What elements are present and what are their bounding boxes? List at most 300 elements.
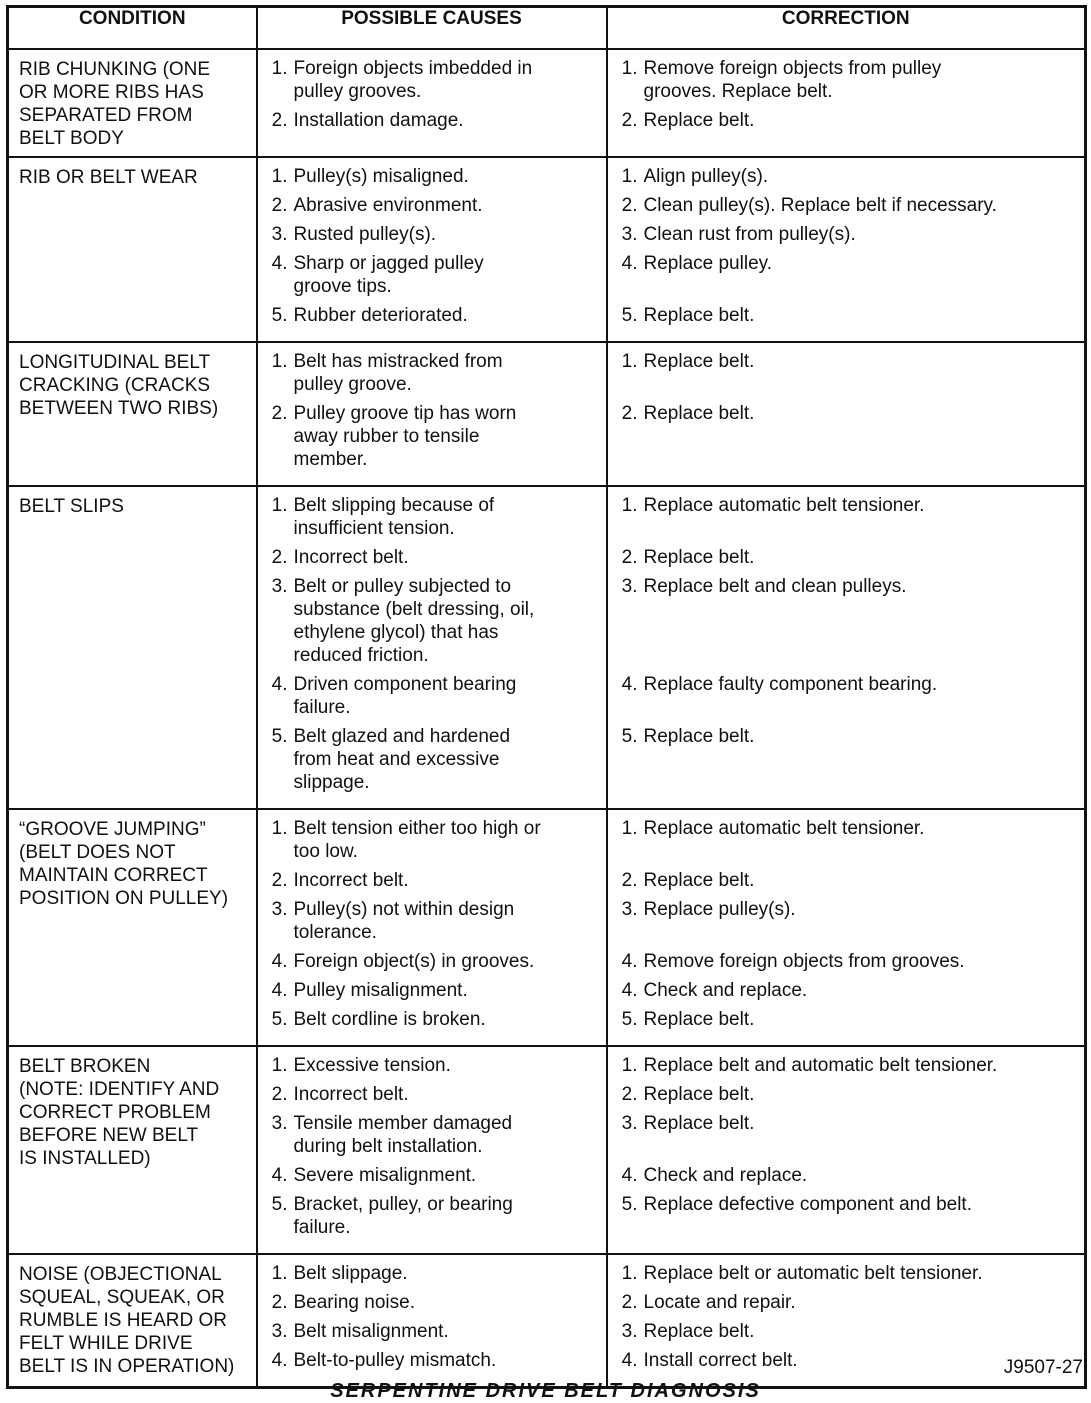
item-text bbox=[294, 869, 598, 892]
correction-item bbox=[614, 1320, 1077, 1343]
item-text bbox=[294, 546, 598, 569]
item-number: 2. bbox=[271, 195, 288, 216]
item-text-line: Replace automatic belt tensioner. bbox=[643, 495, 925, 516]
item-number: 3. bbox=[621, 224, 638, 245]
item-text-line: Pulley(s) not within design bbox=[293, 899, 515, 920]
item-number: 1. bbox=[621, 166, 638, 187]
item-text bbox=[294, 1164, 598, 1187]
item-text-line: Foreign objects imbedded in bbox=[293, 58, 533, 79]
condition-text-line: BEFORE NEW BELT bbox=[19, 1125, 199, 1146]
item-text-line: Sharp or jagged pulley bbox=[293, 253, 484, 274]
condition-text-line: OR MORE RIBS HAS bbox=[19, 82, 204, 103]
item-text-line: too low. bbox=[293, 841, 358, 862]
cause-item bbox=[264, 1193, 598, 1239]
item-text-line: Pulley groove tip has worn bbox=[293, 403, 517, 424]
condition-text-line: LONGITUDINAL BELT bbox=[19, 352, 211, 373]
item-text bbox=[644, 194, 1077, 217]
item-number: 2. bbox=[271, 870, 288, 891]
item-text bbox=[294, 898, 598, 944]
item-text bbox=[294, 1291, 598, 1314]
cause-item bbox=[264, 546, 598, 569]
item-number: 2. bbox=[621, 1292, 638, 1313]
condition-text-line: IS INSTALLED) bbox=[19, 1148, 151, 1169]
correction-item bbox=[614, 575, 1077, 667]
item-text bbox=[644, 57, 1077, 103]
item-text-line: Replace belt. bbox=[643, 351, 755, 372]
item-text bbox=[644, 575, 1077, 667]
item-number: 1. bbox=[621, 818, 638, 839]
item-text bbox=[294, 725, 598, 794]
cause-item bbox=[264, 817, 598, 863]
item-text bbox=[294, 109, 598, 132]
item-text bbox=[644, 1054, 1077, 1077]
correction-item bbox=[614, 725, 1077, 794]
item-number: 2. bbox=[621, 547, 638, 568]
item-text-line: pulley grooves. bbox=[293, 81, 422, 102]
item-text bbox=[644, 950, 1077, 973]
cause-item bbox=[264, 1083, 598, 1106]
item-number: 5. bbox=[271, 1194, 288, 1215]
correction-item bbox=[614, 1083, 1077, 1106]
item-number: 1. bbox=[271, 1263, 288, 1284]
causes-cell bbox=[257, 809, 607, 1046]
item-number: 2. bbox=[621, 195, 638, 216]
condition-text-line: POSITION ON PULLEY) bbox=[19, 888, 229, 909]
cause-item bbox=[264, 979, 598, 1002]
item-text bbox=[294, 1112, 598, 1158]
item-text-line: Belt slippage. bbox=[293, 1263, 408, 1284]
item-text-line: Replace belt and clean pulleys. bbox=[643, 576, 907, 597]
condition-text-line: BELT BROKEN bbox=[19, 1056, 151, 1077]
item-number: 5. bbox=[621, 726, 638, 747]
item-number: 3. bbox=[271, 1321, 288, 1342]
item-number: 5. bbox=[271, 305, 288, 326]
item-number: 1. bbox=[621, 58, 638, 79]
condition-cell bbox=[8, 486, 257, 809]
item-number: 2. bbox=[621, 110, 638, 131]
item-number: 5. bbox=[621, 1194, 638, 1215]
item-text-line: Check and replace. bbox=[643, 1165, 808, 1186]
item-text-line: Pulley(s) misaligned. bbox=[293, 166, 469, 187]
condition-cell bbox=[8, 157, 257, 342]
item-text-line: Belt misalignment. bbox=[293, 1321, 449, 1342]
correction-item bbox=[614, 1262, 1077, 1285]
item-text-line: Replace belt. bbox=[643, 110, 755, 131]
item-text bbox=[644, 898, 1077, 944]
cause-item bbox=[264, 575, 598, 667]
condition-text-line: CORRECT PROBLEM bbox=[19, 1102, 211, 1123]
item-number: 1. bbox=[271, 1055, 288, 1076]
item-text-line: Remove foreign objects from pulley bbox=[643, 58, 942, 79]
item-text bbox=[294, 1083, 598, 1106]
item-number: 1. bbox=[621, 1055, 638, 1076]
item-text bbox=[644, 165, 1077, 188]
correction-item bbox=[614, 402, 1077, 471]
condition-cell bbox=[8, 342, 257, 486]
belt-diagnosis-table bbox=[6, 5, 1087, 1389]
cause-item bbox=[264, 350, 598, 396]
condition-text-line: SEPARATED FROM bbox=[19, 105, 193, 126]
item-text-line: Bracket, pulley, or bearing bbox=[293, 1194, 513, 1215]
item-text-line: Driven component bearing bbox=[293, 674, 517, 695]
item-number: 2. bbox=[621, 403, 638, 424]
item-text-line: Locate and repair. bbox=[643, 1292, 796, 1313]
item-text-line: Belt or pulley subjected to bbox=[293, 576, 512, 597]
correction-item bbox=[614, 57, 1077, 103]
item-text bbox=[294, 1262, 598, 1285]
item-text-line: Replace belt or automatic belt tensioner. bbox=[643, 1263, 983, 1284]
causes-cell bbox=[257, 49, 607, 157]
item-text-line: Replace belt. bbox=[643, 870, 755, 891]
item-text-line: Check and replace. bbox=[643, 980, 808, 1001]
cause-item bbox=[264, 57, 598, 103]
correction-item bbox=[614, 898, 1077, 944]
item-text bbox=[644, 817, 1077, 863]
cause-item bbox=[264, 402, 598, 471]
item-text-line: pulley groove. bbox=[293, 374, 412, 395]
item-text bbox=[294, 817, 598, 863]
condition-text-line: MAINTAIN CORRECT bbox=[19, 865, 208, 886]
item-text-line: Replace belt. bbox=[643, 305, 755, 326]
correction-item bbox=[614, 494, 1077, 540]
item-text-line: Replace belt. bbox=[643, 1009, 755, 1030]
condition-text-line: FELT WHILE DRIVE bbox=[19, 1333, 193, 1354]
item-text-line: from heat and excessive bbox=[293, 749, 500, 770]
item-number: 4. bbox=[271, 980, 288, 1001]
correction-item bbox=[614, 1193, 1077, 1239]
item-text-line: Bearing noise. bbox=[293, 1292, 415, 1313]
item-text-line: member. bbox=[293, 449, 368, 470]
item-text bbox=[294, 350, 598, 396]
correction-item bbox=[614, 546, 1077, 569]
item-text bbox=[294, 494, 598, 540]
item-text-line: Remove foreign objects from grooves. bbox=[643, 951, 965, 972]
condition-text-line: NOISE (OBJECTIONAL bbox=[19, 1264, 222, 1285]
item-text bbox=[644, 304, 1077, 327]
correction-item bbox=[614, 1112, 1077, 1158]
item-text-line: Tensile member damaged bbox=[293, 1113, 513, 1134]
item-text bbox=[294, 575, 598, 667]
item-number: 4. bbox=[271, 951, 288, 972]
cause-item bbox=[264, 1164, 598, 1187]
cause-item bbox=[264, 223, 598, 246]
item-text-line: insufficient tension. bbox=[293, 518, 455, 539]
item-text-line: Replace faulty component bearing. bbox=[643, 674, 938, 695]
correction-item bbox=[614, 1291, 1077, 1314]
cause-item bbox=[264, 1349, 598, 1372]
item-text-line: Install correct belt. bbox=[643, 1350, 798, 1371]
cause-item bbox=[264, 898, 598, 944]
cause-item bbox=[264, 304, 598, 327]
item-text bbox=[644, 1320, 1077, 1343]
item-text-line: Replace belt. bbox=[643, 1084, 755, 1105]
item-number: 4. bbox=[271, 253, 288, 274]
item-text bbox=[294, 165, 598, 188]
item-number: 4. bbox=[271, 1350, 288, 1371]
condition-cell bbox=[8, 1254, 257, 1388]
table-header-row bbox=[8, 7, 1086, 50]
item-text-line: away rubber to tensile bbox=[293, 426, 480, 447]
item-text-line: Align pulley(s). bbox=[643, 166, 769, 187]
cause-item bbox=[264, 1054, 598, 1077]
item-text bbox=[644, 109, 1077, 132]
item-number: 4. bbox=[621, 674, 638, 695]
item-text-line: Belt cordline is broken. bbox=[293, 1009, 486, 1030]
item-text bbox=[644, 494, 1077, 540]
item-text-line: Replace belt. bbox=[643, 726, 755, 747]
item-text-line: Replace belt and automatic belt tensioner. bbox=[643, 1055, 998, 1076]
cause-item bbox=[264, 1008, 598, 1031]
causes-cell bbox=[257, 1046, 607, 1254]
item-number: 4. bbox=[621, 951, 638, 972]
condition-text-line: (BELT DOES NOT bbox=[19, 842, 176, 863]
item-number: 1. bbox=[621, 495, 638, 516]
item-text-line: failure. bbox=[293, 1217, 351, 1238]
item-text bbox=[294, 402, 598, 471]
item-text bbox=[644, 1193, 1077, 1239]
cause-item bbox=[264, 194, 598, 217]
item-number: 1. bbox=[271, 495, 288, 516]
item-text-line: Replace pulley. bbox=[643, 253, 773, 274]
item-text-line: reduced friction. bbox=[293, 645, 429, 666]
item-text bbox=[644, 223, 1077, 246]
item-text-line: Replace belt. bbox=[643, 547, 755, 568]
header-possible-causes: POSSIBLE CAUSES bbox=[257, 7, 607, 50]
correction-item bbox=[614, 1008, 1077, 1031]
item-number: 5. bbox=[271, 726, 288, 747]
item-number: 3. bbox=[621, 899, 638, 920]
item-text-line: Excessive tension. bbox=[293, 1055, 451, 1076]
item-text-line: Rusted pulley(s). bbox=[293, 224, 437, 245]
item-text bbox=[294, 673, 598, 719]
header-condition: CONDITION bbox=[8, 7, 257, 50]
item-number: 4. bbox=[271, 1165, 288, 1186]
item-text bbox=[294, 304, 598, 327]
item-number: 2. bbox=[271, 1084, 288, 1105]
corrections-cell bbox=[607, 486, 1086, 809]
cause-item bbox=[264, 165, 598, 188]
condition-text-line: BELT SLIPS bbox=[19, 496, 124, 517]
item-text-line: Abrasive environment. bbox=[293, 195, 483, 216]
condition-text-line: RIB OR BELT WEAR bbox=[19, 167, 198, 188]
item-text bbox=[294, 1008, 598, 1031]
correction-item bbox=[614, 252, 1077, 298]
table-row bbox=[8, 49, 1086, 157]
item-text-line: substance (belt dressing, oil, bbox=[293, 599, 535, 620]
correction-item bbox=[614, 1054, 1077, 1077]
cause-item bbox=[264, 1320, 598, 1343]
item-text bbox=[294, 1193, 598, 1239]
condition-text-line: “GROOVE JUMPING” bbox=[19, 819, 206, 840]
item-text-line: Incorrect belt. bbox=[293, 1084, 409, 1105]
item-number: 2. bbox=[271, 1292, 288, 1313]
item-number: 2. bbox=[271, 403, 288, 424]
causes-cell bbox=[257, 486, 607, 809]
condition-text-line: RIB CHUNKING (ONE bbox=[19, 59, 211, 80]
item-text bbox=[644, 1008, 1077, 1031]
cause-item bbox=[264, 1291, 598, 1314]
item-number: 4. bbox=[621, 1165, 638, 1186]
correction-item bbox=[614, 165, 1077, 188]
cause-item bbox=[264, 950, 598, 973]
cause-item bbox=[264, 673, 598, 719]
item-number: 5. bbox=[621, 305, 638, 326]
condition-text-line: BETWEEN TWO RIBS) bbox=[19, 398, 219, 419]
item-text bbox=[294, 979, 598, 1002]
item-text-line: Incorrect belt. bbox=[293, 547, 409, 568]
item-number: 5. bbox=[621, 1009, 638, 1030]
item-text bbox=[644, 350, 1077, 396]
table-row bbox=[8, 1046, 1086, 1254]
condition-cell bbox=[8, 809, 257, 1046]
item-number: 3. bbox=[271, 576, 288, 597]
item-text-line: Replace belt. bbox=[643, 1113, 755, 1134]
item-text-line: Belt slipping because of bbox=[293, 495, 495, 516]
table-row bbox=[8, 1254, 1086, 1388]
item-text-line: Severe misalignment. bbox=[293, 1165, 477, 1186]
item-number: 4. bbox=[621, 1350, 638, 1371]
correction-item bbox=[614, 350, 1077, 396]
corrections-cell bbox=[607, 342, 1086, 486]
item-text bbox=[294, 57, 598, 103]
item-number: 2. bbox=[271, 110, 288, 131]
item-text-line: Incorrect belt. bbox=[293, 870, 409, 891]
item-text-line: grooves. Replace belt. bbox=[643, 81, 833, 102]
item-text bbox=[294, 223, 598, 246]
condition-text-line: CRACKING (CRACKS bbox=[19, 375, 211, 396]
item-text bbox=[294, 194, 598, 217]
correction-item bbox=[614, 869, 1077, 892]
item-text-line: during belt installation. bbox=[293, 1136, 483, 1157]
table-row bbox=[8, 157, 1086, 342]
cause-item bbox=[264, 252, 598, 298]
item-number: 4. bbox=[271, 674, 288, 695]
causes-cell bbox=[257, 342, 607, 486]
causes-cell bbox=[257, 157, 607, 342]
item-text bbox=[644, 1083, 1077, 1106]
causes-cell bbox=[257, 1254, 607, 1388]
item-text-line: groove tips. bbox=[293, 276, 392, 297]
item-number: 2. bbox=[621, 870, 638, 891]
item-text-line: ethylene glycol) that has bbox=[293, 622, 499, 643]
item-text bbox=[644, 1291, 1077, 1314]
item-number: 3. bbox=[271, 899, 288, 920]
item-number: 1. bbox=[271, 351, 288, 372]
item-text-line: failure. bbox=[293, 697, 351, 718]
table-row bbox=[8, 342, 1086, 486]
correction-item bbox=[614, 223, 1077, 246]
condition-text-line: RUMBLE IS HEARD OR bbox=[19, 1310, 227, 1331]
item-text-line: Belt glazed and hardened bbox=[293, 726, 511, 747]
table-row bbox=[8, 809, 1086, 1046]
correction-item bbox=[614, 979, 1077, 1002]
correction-item bbox=[614, 1164, 1077, 1187]
item-text-line: slippage. bbox=[293, 772, 370, 793]
item-text bbox=[644, 252, 1077, 298]
item-number: 3. bbox=[271, 1113, 288, 1134]
item-number: 1. bbox=[271, 166, 288, 187]
corrections-cell bbox=[607, 157, 1086, 342]
item-text-line: Foreign object(s) in grooves. bbox=[293, 951, 535, 972]
item-text bbox=[644, 869, 1077, 892]
item-text bbox=[294, 252, 598, 298]
item-text bbox=[644, 1164, 1077, 1187]
item-text-line: tolerance. bbox=[293, 922, 377, 943]
correction-item bbox=[614, 950, 1077, 973]
item-text-line: Belt has mistracked from bbox=[293, 351, 503, 372]
corrections-cell bbox=[607, 1046, 1086, 1254]
item-number: 5. bbox=[271, 1009, 288, 1030]
item-number: 1. bbox=[621, 1263, 638, 1284]
condition-text-line: (NOTE: IDENTIFY AND bbox=[19, 1079, 220, 1100]
condition-text-line: BELT BODY bbox=[19, 128, 124, 149]
item-text bbox=[294, 1320, 598, 1343]
item-text bbox=[644, 725, 1077, 794]
condition-text-line: BELT IS IN OPERATION) bbox=[19, 1356, 235, 1377]
corrections-cell bbox=[607, 49, 1086, 157]
condition-cell bbox=[8, 1046, 257, 1254]
correction-item bbox=[614, 304, 1077, 327]
item-text-line: Replace belt. bbox=[643, 403, 755, 424]
item-number: 4. bbox=[621, 980, 638, 1001]
item-text-line: Pulley misalignment. bbox=[293, 980, 468, 1001]
corrections-cell bbox=[607, 809, 1086, 1046]
item-text bbox=[644, 1112, 1077, 1158]
item-text bbox=[294, 1054, 598, 1077]
item-text-line: Belt tension either too high or bbox=[293, 818, 541, 839]
item-text-line: Rubber deteriorated. bbox=[293, 305, 468, 326]
item-number: 2. bbox=[621, 1084, 638, 1105]
header-correction: CORRECTION bbox=[607, 7, 1086, 50]
table-row bbox=[8, 486, 1086, 809]
correction-item bbox=[614, 817, 1077, 863]
item-number: 1. bbox=[271, 58, 288, 79]
table-body bbox=[8, 49, 1086, 1388]
correction-item bbox=[614, 673, 1077, 719]
cause-item bbox=[264, 725, 598, 794]
cause-item bbox=[264, 1112, 598, 1158]
condition-cell bbox=[8, 49, 257, 157]
item-text-line: Clean rust from pulley(s). bbox=[643, 224, 856, 245]
item-text-line: Installation damage. bbox=[293, 110, 464, 131]
item-text bbox=[644, 673, 1077, 719]
cause-item bbox=[264, 869, 598, 892]
item-number: 3. bbox=[621, 576, 638, 597]
figure-caption: SERPENTINE DRIVE BELT DIAGNOSIS bbox=[330, 1380, 761, 1402]
item-text-line: Replace belt. bbox=[643, 1321, 755, 1342]
item-text bbox=[644, 1262, 1077, 1285]
item-text bbox=[644, 979, 1077, 1002]
item-number: 4. bbox=[621, 253, 638, 274]
correction-item bbox=[614, 194, 1077, 217]
correction-item bbox=[614, 109, 1077, 132]
item-text-line: Replace pulley(s). bbox=[643, 899, 796, 920]
item-number: 1. bbox=[621, 351, 638, 372]
item-text-line: Replace automatic belt tensioner. bbox=[643, 818, 925, 839]
item-number: 3. bbox=[271, 224, 288, 245]
item-number: 3. bbox=[621, 1113, 638, 1134]
cause-item bbox=[264, 1262, 598, 1285]
item-text-line: Clean pulley(s). Replace belt if necessary. bbox=[643, 195, 997, 216]
item-number: 2. bbox=[271, 547, 288, 568]
item-text-line: Replace defective component and belt. bbox=[643, 1194, 972, 1215]
item-number: 3. bbox=[621, 1321, 638, 1342]
condition-text-line: SQUEAL, SQUEAK, OR bbox=[19, 1287, 225, 1308]
item-text-line: Belt-to-pulley mismatch. bbox=[293, 1350, 497, 1371]
item-text bbox=[294, 950, 598, 973]
item-text bbox=[294, 1349, 598, 1372]
cause-item bbox=[264, 109, 598, 132]
